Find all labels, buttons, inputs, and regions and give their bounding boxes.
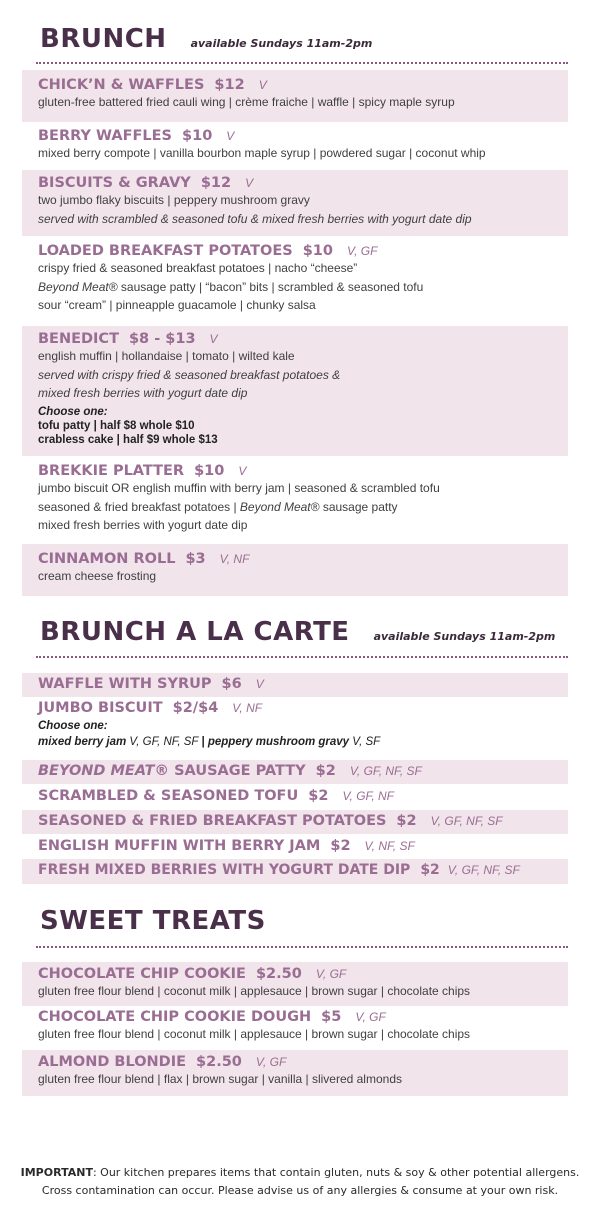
item-price: $2/$4 [172, 700, 219, 716]
brand-name: Beyond Meat® [239, 499, 320, 514]
item-description: gluten-free battered fried cauli wing | crème fraiche | waffle | spicy maple syrup [38, 95, 455, 109]
item-tags: V, GF, NF, SF [447, 863, 520, 877]
item-description: gluten free flour blend | coconut milk | applesauce | brown sugar | chocolate chips [38, 984, 471, 998]
important-label: IMPORTANT [20, 1166, 93, 1179]
item-tags: V, GF [315, 967, 347, 981]
item-description: gluten free flour blend | flax | brown sugar | vanilla | slivered almonds [38, 1072, 402, 1086]
choose-options: mixed berry jam V, GF, NF, SF | peppery mushroom gravy V, SF [38, 736, 381, 748]
allergen-line: Cross contamination can occur. Please advise us of any allergies & consume at your own risk. [41, 1184, 559, 1197]
item-price: $2 [420, 862, 440, 878]
item-tags: V [226, 129, 235, 143]
item-tags: V [209, 332, 218, 346]
item-name: BENEDICT $8 - $13 V [38, 331, 218, 347]
item-price: $8 - $13 [128, 331, 196, 347]
item-name: WAFFLE WITH SYRUP $6 V [38, 676, 264, 692]
item-description: seasoned & fried breakfast potatoes | Beyond Meat® sausage patty [38, 499, 398, 514]
item-tags: V, GF, NF, SF [349, 764, 422, 778]
item-name: JUMBO BISCUIT $2/$4 V, NF [38, 700, 263, 716]
item-name: CHICK’N & WAFFLES $12 V [38, 77, 267, 93]
item-tags: V, GF, NF, SF [430, 814, 503, 828]
divider [36, 656, 568, 658]
item-name: FRESH MIXED BERRIES WITH YOGURT DATE DIP $2 V, GF, NF, SF [38, 862, 520, 878]
item-description: two jumbo flaky biscuits | peppery mushroom gravy [38, 193, 310, 207]
menu-item [22, 1050, 568, 1096]
brunch-header [40, 24, 372, 54]
item-tags: V, GF [255, 1055, 287, 1069]
item-name: CINNAMON ROLL $3 V, NF [38, 551, 250, 567]
availability: available Sundays 11am-2pm [373, 630, 556, 643]
item-name: ALMOND BLONDIE $2.50 V, GF [38, 1054, 287, 1070]
divider [36, 946, 568, 948]
item-name: CHOCOLATE CHIP COOKIE $2.50 V, GF [38, 966, 347, 982]
menu-item [22, 123, 568, 169]
item-name: SEASONED & FRIED BREAKFAST POTATOES $2 V, GF, NF, SF [38, 813, 503, 829]
menu-item [22, 698, 568, 758]
item-price: $5 [321, 1009, 342, 1025]
menu-item [22, 170, 568, 236]
item-tags: V, NF [219, 552, 250, 566]
choose-label: Choose one: [38, 405, 108, 418]
item-description: cream cheese frosting [38, 569, 157, 583]
menu-item [22, 1007, 568, 1049]
menu-item [22, 70, 568, 122]
item-tags: V, NF, SF [364, 839, 415, 853]
item-description: english muffin | hollandaise | tomato | wilted kale [38, 349, 295, 363]
menu-item [22, 859, 568, 884]
divider [36, 62, 568, 64]
item-price: $2 [315, 763, 336, 779]
item-served-with: served with crispy fried & seasoned breakfast potatoes & [38, 367, 341, 382]
sweets-header [40, 906, 266, 936]
choose-label: Choose one: [38, 720, 108, 732]
item-description: jumbo biscuit OR english muffin with berry jam | seasoned & scrambled tofu [38, 481, 440, 495]
availability: available Sundays 11am-2pm [190, 37, 373, 50]
item-name: SCRAMBLED & SEASONED TOFU $2 V, GF, NF [38, 788, 394, 804]
item-price: $10 [182, 128, 213, 144]
item-tags: V [245, 176, 254, 190]
menu-item [22, 962, 568, 1006]
item-price: $2.50 [196, 1054, 242, 1070]
choose-option: crabless cake | half $9 whole $13 [38, 433, 218, 446]
menu-item [22, 785, 568, 809]
item-tags: V, NF [232, 701, 263, 715]
item-tags: V, GF [347, 244, 378, 258]
menu-item [22, 673, 568, 697]
allergen-notice [0, 1164, 600, 1200]
item-name: BISCUITS & GRAVY $12 V [38, 175, 254, 191]
item-tags: V [258, 78, 267, 92]
item-description: Beyond Meat® sausage patty | “bacon” bits | scrambled & seasoned tofu [38, 279, 424, 294]
item-tags: V, GF [355, 1010, 386, 1024]
item-description: mixed fresh berries with yogurt date dip [38, 518, 248, 532]
item-tags: V [255, 677, 264, 691]
item-price: $12 [214, 77, 245, 93]
item-description: sour “cream” | pinneapple guacamole | chunky salsa [38, 298, 316, 312]
choose-option: tofu patty | half $8 whole $10 [38, 419, 195, 432]
section-title: BRUNCH A LA CARTE [40, 617, 350, 647]
item-price: $2 [308, 788, 329, 804]
item-price: $10 [194, 463, 225, 479]
section-title: SWEET TREATS [40, 906, 266, 936]
item-served-with: served with scrambled & seasoned tofu & mixed fresh berries with yogurt date dip [38, 211, 472, 226]
item-price: $2.50 [255, 966, 302, 982]
item-tags: V, GF, NF [342, 789, 394, 803]
menu-item [22, 458, 568, 542]
menu-item [22, 835, 568, 859]
item-name: CHOCOLATE CHIP COOKIE DOUGH $5 V, GF [38, 1009, 386, 1025]
item-description: mixed berry compote | vanilla bourbon maple syrup | powdered sugar | coconut whip [38, 146, 486, 160]
menu-item [22, 544, 568, 596]
item-name: BERRY WAFFLES $10 V [38, 128, 235, 144]
item-price: $12 [200, 175, 232, 191]
item-price: $2 [330, 838, 351, 854]
carte-header [40, 617, 555, 647]
item-served-with: mixed fresh berries with yogurt date dip [38, 386, 248, 400]
brand-name: Beyond Meat® [38, 279, 118, 294]
item-price: $6 [221, 676, 242, 692]
menu-item [22, 760, 568, 784]
allergen-line: IMPORTANT: Our kitchen prepares items that contain gluten, nuts & soy & other potential allergens. [20, 1166, 580, 1179]
item-description: crispy fried & seasoned breakfast potatoes | nacho “cheese” [38, 261, 358, 275]
item-price: $2 [396, 813, 417, 829]
menu-item [22, 238, 568, 324]
item-name: LOADED BREAKFAST POTATOES $10 V, GF [38, 243, 378, 259]
menu-item [22, 810, 568, 834]
item-tags: V [238, 464, 247, 478]
menu-item [22, 326, 568, 456]
item-name: BREKKIE PLATTER $10 V [38, 463, 247, 479]
item-name: ENGLISH MUFFIN WITH BERRY JAM $2 V, NF, SF [38, 838, 415, 854]
item-price: $10 [302, 243, 333, 259]
item-price: $3 [185, 551, 206, 567]
item-name: BEYOND MEAT® SAUSAGE PATTY $2 V, GF, NF, SF [38, 763, 422, 779]
section-title: BRUNCH [40, 24, 167, 54]
item-description: gluten free flour blend | coconut milk | applesauce | brown sugar | chocolate chips [38, 1027, 471, 1041]
